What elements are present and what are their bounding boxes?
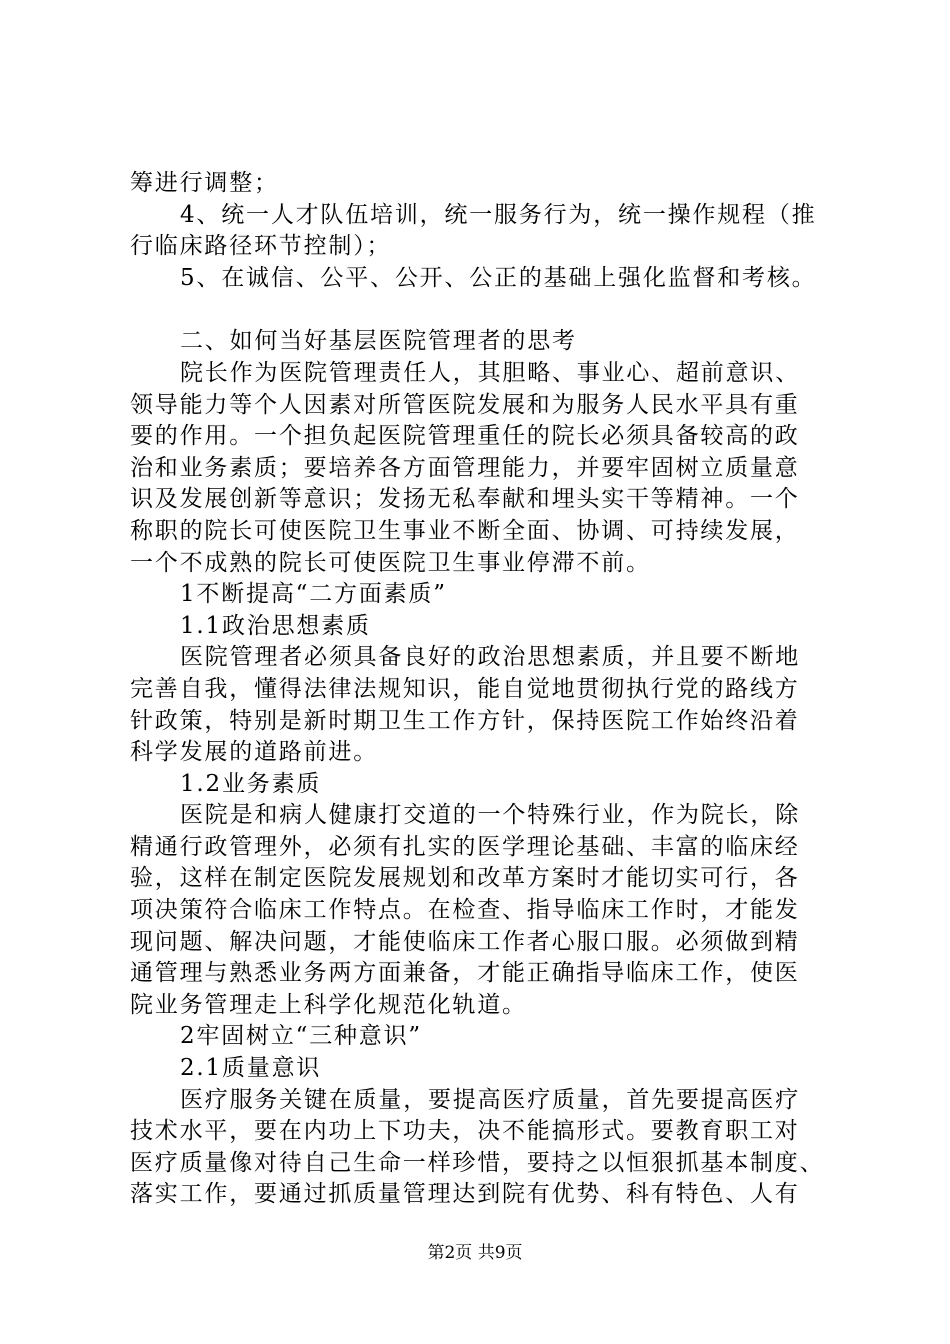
text-line: 领导能力等个人因素对所管医院发展和为服务人民水平具有重 — [130, 391, 800, 418]
text-line: 行临床路径环节控制）； — [130, 233, 392, 260]
text-line: 1.2业务素质 — [180, 770, 322, 797]
text-line: 筹进行调整； — [130, 170, 279, 196]
text-line: 1不断提高“二方面素质” — [180, 581, 447, 608]
text-line: 医院是和病人健康打交道的一个特殊行业，作为院长，除 — [180, 802, 800, 829]
text-line: 落实工作，要通过抓质量管理达到院有优势、科有特色、人有 — [130, 1181, 800, 1208]
text-line: 5、在诚信、公平、公开、公正的基础上强化监督和考核。 — [180, 264, 817, 291]
text-line: 精通行政管理外，必须有扎实的医学理论基础、丰富的临床经 — [130, 833, 800, 860]
text-line: 院业务管理走上科学化规范化轨道。 — [130, 991, 527, 1018]
text-line: 2.1质量意识 — [180, 1055, 322, 1082]
page-footer: 第2页 共9页 — [427, 1243, 523, 1263]
text-line: 二、如何当好基层医院管理者的思考 — [180, 328, 577, 355]
text-line: 医疗质量像对待自己生命一样珍惜，要持之以恒狠抓基本制度、 — [130, 1149, 825, 1176]
text-line: 4、统一人才队伍培训，统一服务行为，统一操作规程（推 — [180, 201, 817, 228]
text-line: 通管理与熟悉业务两方面兼备，才能正确指导临床工作，使医 — [130, 960, 800, 987]
text-line: 项决策符合临床工作特点。在检查、指导临床工作时，才能发 — [130, 897, 800, 924]
text-line: 科学发展的道路前进。 — [130, 739, 378, 766]
text-line: 2牢固树立“三种意识” — [180, 1023, 422, 1050]
text-line: 称职的院长可使医院卫生事业不断全面、协调、可持续发展， — [130, 517, 800, 544]
text-line: 技术水平，要在内功上下功夫，决不能搞形式。要教育职工对 — [130, 1118, 800, 1145]
text-line: 验，这样在制定医院发展规划和改革方案时才能切实可行，各 — [130, 865, 800, 892]
text-line: 治和业务素质；要培养各方面管理能力，并要牢固树立质量意 — [130, 454, 800, 481]
text-line: 1.1政治思想素质 — [180, 612, 371, 639]
text-line: 针政策，特别是新时期卫生工作方针，保持医院工作始终沿着 — [130, 707, 800, 734]
text-line: 医院管理者必须具备良好的政治思想素质，并且要不断地 — [180, 644, 800, 671]
text-line: 识及发展创新等意识；发扬无私奉献和埋头实干等精神。一个 — [130, 486, 800, 513]
text-line: 医疗服务关键在质量，要提高医疗质量，首先要提高医疗 — [180, 1086, 800, 1113]
text-line: 要的作用。一个担负起医院管理重任的院长必须具备较高的政 — [130, 423, 800, 450]
text-line: 院长作为医院管理责任人，其胆略、事业心、超前意识、 — [180, 359, 800, 386]
document-body — [130, 168, 830, 1211]
paragraph-gap — [130, 294, 830, 326]
text-line: 一个不成熟的院长可使医院卫生事业停滞不前。 — [130, 549, 651, 576]
text-line: 完善自我，懂得法律法规知识，能自觉地贯彻执行党的路线方 — [130, 675, 800, 702]
text-line: 现问题、解决问题，才能使临床工作者心服口服。必须做到精 — [130, 928, 800, 955]
